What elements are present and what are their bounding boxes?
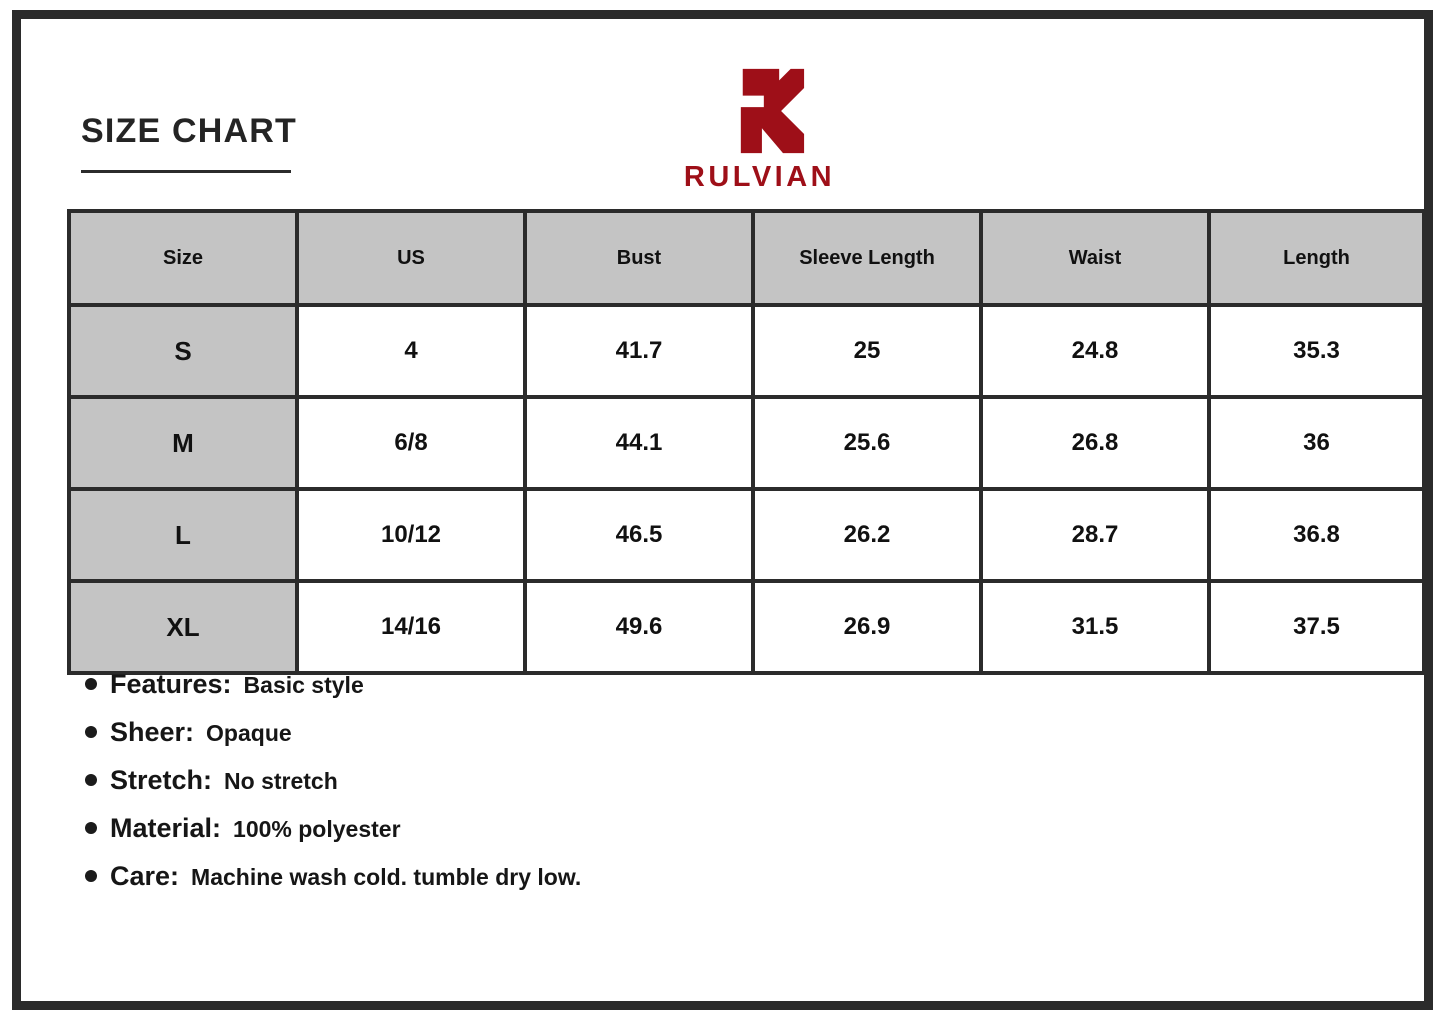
size-table-wrapper [67, 209, 1422, 675]
table-row [69, 397, 1424, 489]
cell-us: 14/16 [297, 581, 525, 673]
cell-length: 37.5 [1209, 581, 1424, 673]
spec-label: Care: [110, 861, 180, 891]
column-header-sleeve: Sleeve Length [753, 211, 981, 305]
list-item [85, 765, 1385, 796]
list-item [85, 669, 1385, 700]
table-header-row [69, 211, 1424, 305]
cell-bust: 46.5 [525, 489, 753, 581]
cell-waist: 26.8 [981, 397, 1209, 489]
header [67, 59, 1422, 204]
brand-block [97, 65, 1422, 194]
spec-value: Opaque [206, 720, 292, 746]
cell-waist: 31.5 [981, 581, 1209, 673]
table-row [69, 581, 1424, 673]
spec-label: Material: [110, 813, 222, 843]
cell-length: 35.3 [1209, 305, 1424, 397]
cell-sleeve: 26.9 [753, 581, 981, 673]
column-header-length: Length [1209, 211, 1424, 305]
cell-size: L [69, 489, 297, 581]
column-header-size: Size [69, 211, 297, 305]
cell-waist: 24.8 [981, 305, 1209, 397]
cell-bust: 44.1 [525, 397, 753, 489]
column-header-waist: Waist [981, 211, 1209, 305]
cell-us: 4 [297, 305, 525, 397]
page-border [12, 10, 1433, 1010]
cell-sleeve: 25 [753, 305, 981, 397]
spec-value: 100% polyester [233, 816, 401, 842]
table-row [69, 305, 1424, 397]
content-area [67, 59, 1422, 989]
bullet-icon [85, 678, 97, 690]
bullet-icon [85, 870, 97, 882]
column-header-bust: Bust [525, 211, 753, 305]
page-title: SIZE CHART [81, 112, 297, 150]
cell-length: 36.8 [1209, 489, 1424, 581]
cell-size: S [69, 305, 297, 397]
cell-sleeve: 26.2 [753, 489, 981, 581]
rulvian-r-logo-icon [712, 65, 808, 157]
cell-size: XL [69, 581, 297, 673]
cell-waist: 28.7 [981, 489, 1209, 581]
cell-us: 6/8 [297, 397, 525, 489]
column-header-us: US [297, 211, 525, 305]
spec-label: Stretch: [110, 765, 213, 795]
cell-length: 36 [1209, 397, 1424, 489]
table-row [69, 489, 1424, 581]
list-item [85, 861, 1385, 892]
bullet-icon [85, 822, 97, 834]
cell-bust: 49.6 [525, 581, 753, 673]
size-table [67, 209, 1426, 675]
list-item [85, 813, 1385, 844]
bullet-icon [85, 774, 97, 786]
spec-label: Sheer: [110, 717, 195, 747]
list-item [85, 717, 1385, 748]
table-body [69, 305, 1424, 673]
spec-value: No stretch [224, 768, 338, 794]
product-spec-list [85, 669, 1385, 909]
cell-us: 10/12 [297, 489, 525, 581]
table-header [69, 211, 1424, 305]
cell-bust: 41.7 [525, 305, 753, 397]
cell-sleeve: 25.6 [753, 397, 981, 489]
cell-size: M [69, 397, 297, 489]
brand-name: RULVIAN [683, 161, 836, 193]
bullet-icon [85, 726, 97, 738]
spec-value: Machine wash cold. tumble dry low. [191, 864, 582, 890]
spec-label: Features: [110, 669, 232, 699]
spec-value: Basic style [243, 672, 364, 698]
